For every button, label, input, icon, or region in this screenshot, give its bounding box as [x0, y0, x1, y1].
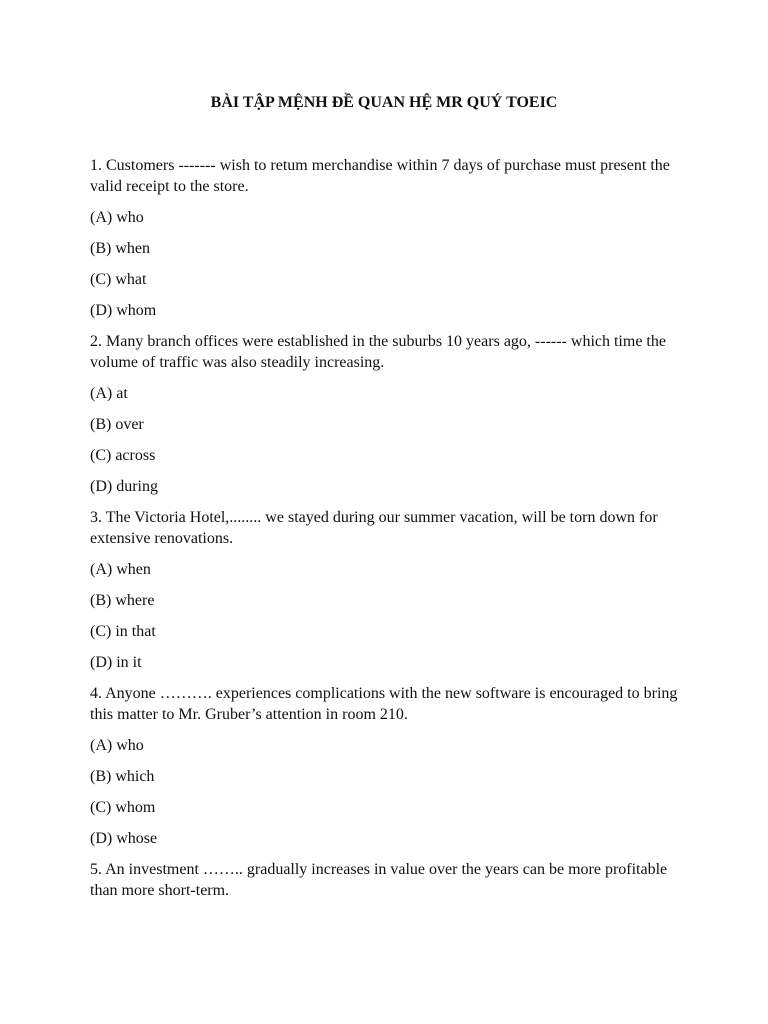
question-3: 3. The Victoria Hotel,........ we stayed during our summer vacation, will be torn down for extensive renovations.: [90, 509, 658, 547]
option-3d: (D) in it: [90, 654, 142, 671]
question-2: 2. Many branch offices were established in the suburbs 10 years ago, ------ which time the volume of traffic was also steadily increasing.: [90, 333, 666, 371]
option-1a: (A) who: [90, 209, 144, 226]
option-1c: (C) what: [90, 271, 147, 288]
question-1: 1. Customers ------- wish to retum merchandise within 7 days of purchase must present the valid receipt to the store.: [90, 157, 670, 195]
option-2c: (C) across: [90, 447, 156, 464]
option-4b: (B) which: [90, 768, 155, 785]
document-body: [90, 155, 680, 911]
option-4c: (C) whom: [90, 799, 156, 816]
option-2a: (A) at: [90, 385, 128, 402]
question-4: 4. Anyone ………. experiences complications with the new software is encouraged to bring this matter to Mr. Gruber’s attention in room 210.: [90, 685, 678, 723]
option-1b: (B) when: [90, 240, 150, 257]
option-2d: (D) during: [90, 478, 158, 495]
option-4a: (A) who: [90, 737, 144, 754]
option-3a: (A) when: [90, 561, 151, 578]
option-4d: (D) whose: [90, 830, 158, 847]
document-title: BÀI TẬP MỆNH ĐỀ QUAN HỆ MR QUÝ TOEIC: [210, 94, 558, 111]
option-3c: (C) in that: [90, 623, 156, 640]
option-1d: (D) whom: [90, 302, 157, 319]
option-3b: (B) where: [90, 592, 155, 609]
question-5: 5. An investment …….. gradually increases in value over the years can be more profitable than more short-term.: [90, 861, 668, 899]
option-2b: (B) over: [90, 416, 144, 433]
